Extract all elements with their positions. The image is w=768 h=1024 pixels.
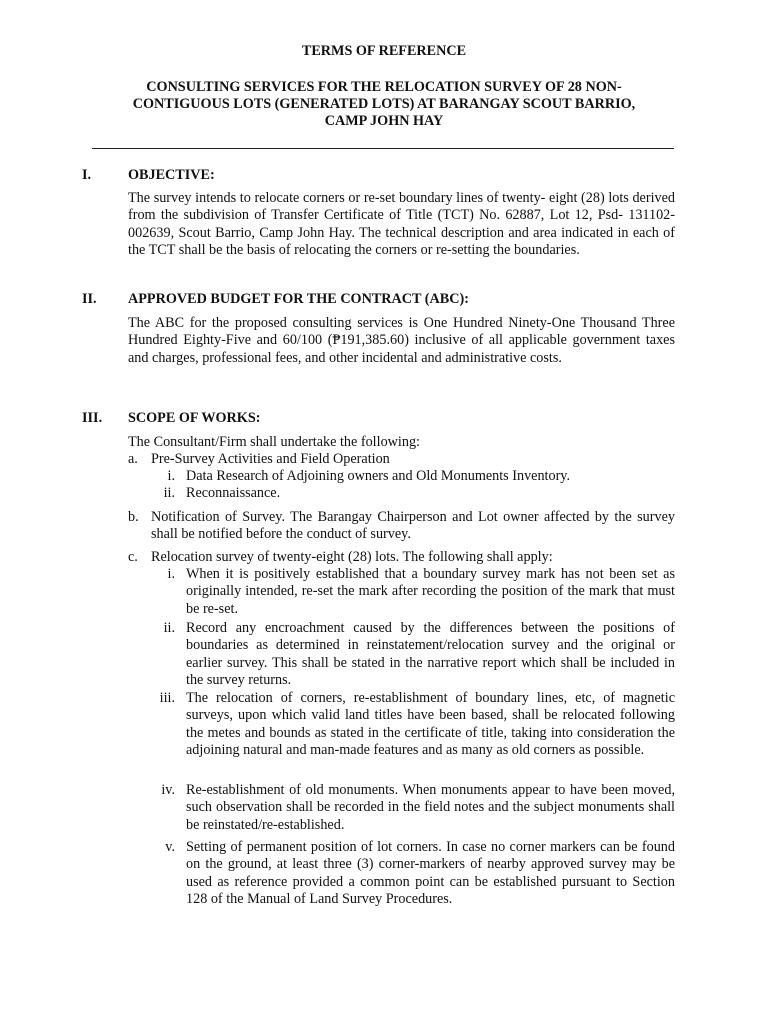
sublist-number: ii. bbox=[163, 620, 175, 636]
sublist-item-old-monuments: Re-establishment of old monuments. When monuments appear to have been moved, such observation shall be recorded in the field notes and the subject monuments shall be reinstated/re-established. bbox=[186, 782, 675, 833]
section-body-abc: The ABC for the proposed consulting services is One Hundred Ninety-One Thousand Three Hundred Eighty-Five and 60/100 (₱191,385.60) inclusive of all applicable government taxes and charges, professional fees, and other incidental and administrative costs. bbox=[128, 315, 675, 366]
title-divider bbox=[92, 148, 674, 149]
sublist-item-reset-mark: When it is positively established that a boundary survey mark has not been set as originally intended, re-set the mark after recording the position of the mark that must be re-set. bbox=[186, 566, 675, 617]
sublist-number: v. bbox=[165, 839, 175, 855]
list-letter-a: a. bbox=[128, 451, 138, 467]
sublist-item-reconnaissance: Reconnaissance. bbox=[186, 485, 281, 501]
sublist-number: iv. bbox=[161, 782, 175, 798]
section-heading-objective: OBJECTIVE: bbox=[128, 167, 215, 183]
sublist-item-data-research: Data Research of Adjoining owners and Old Monuments Inventory. bbox=[186, 468, 571, 484]
list-letter-c: c. bbox=[128, 549, 138, 565]
section-body-objective: The survey intends to relocate corners or re-set boundary lines of twenty- eight (28) lots derived from the subdivision of Transfer Certificate of Title (TCT) No. 62887, Lot 12, Psd- 131102-002639, Scout Barrio, Camp John Hay. The technical description and area indicated in each of the TCT shall be the basis of relocating the corners or re-setting the boundaries. bbox=[128, 190, 675, 259]
list-letter-b: b. bbox=[128, 509, 139, 525]
document-subtitle-line-2: CONTIGUOUS LOTS (GENERATED LOTS) AT BARANGAY SCOUT BARRIO, bbox=[132, 96, 636, 112]
sublist-number: ii. bbox=[163, 485, 175, 501]
section-number-3: III. bbox=[82, 410, 103, 426]
sublist-item-relocation-corners: The relocation of corners, re-establishment of boundary lines, etc, of magnetic surveys, upon which valid land titles have been based, shall be relocated following the metes and bounds as stated in the certificate of title, taking into consideration the adjoining natural and man-made features and as many as old corners as possible. bbox=[186, 690, 675, 759]
document-subtitle-line-1: CONSULTING SERVICES FOR THE RELOCATION SURVEY OF 28 NON- bbox=[146, 79, 622, 95]
section-intro-scope: The Consultant/Firm shall undertake the following: bbox=[128, 434, 420, 450]
document-subtitle-line-3: CAMP JOHN HAY bbox=[324, 113, 444, 129]
list-item-notification: Notification of Survey. The Barangay Chairperson and Lot owner affected by the survey shall be notified before the conduct of survey. bbox=[151, 509, 675, 543]
sublist-item-encroachment: Record any encroachment caused by the differences between the positions of boundaries as determined in reinstatement/relocation survey and the original or earlier survey. This shall be stated in the narrative report which shall be included in the survey returns. bbox=[186, 620, 675, 689]
section-heading-scope: SCOPE OF WORKS: bbox=[128, 410, 261, 426]
sublist-item-permanent-corners: Setting of permanent position of lot corners. In case no corner markers can be found on the ground, at least three (3) corner-markers of nearby approved survey may be used as reference provided a common point can be established pursuant to Section 128 of the Manual of Land Survey Procedures. bbox=[186, 839, 675, 908]
section-number-2: II. bbox=[82, 291, 97, 307]
list-item-pre-survey: Pre-Survey Activities and Field Operation bbox=[151, 451, 390, 467]
section-heading-abc: APPROVED BUDGET FOR THE CONTRACT (ABC): bbox=[128, 291, 469, 307]
sublist-number: i. bbox=[167, 566, 175, 582]
list-item-relocation-survey: Relocation survey of twenty-eight (28) lots. The following shall apply: bbox=[151, 549, 553, 565]
document-title: TERMS OF REFERENCE bbox=[301, 43, 467, 59]
sublist-number: i. bbox=[167, 468, 175, 484]
sublist-number: iii. bbox=[159, 690, 175, 706]
section-number-1: I. bbox=[82, 167, 92, 183]
